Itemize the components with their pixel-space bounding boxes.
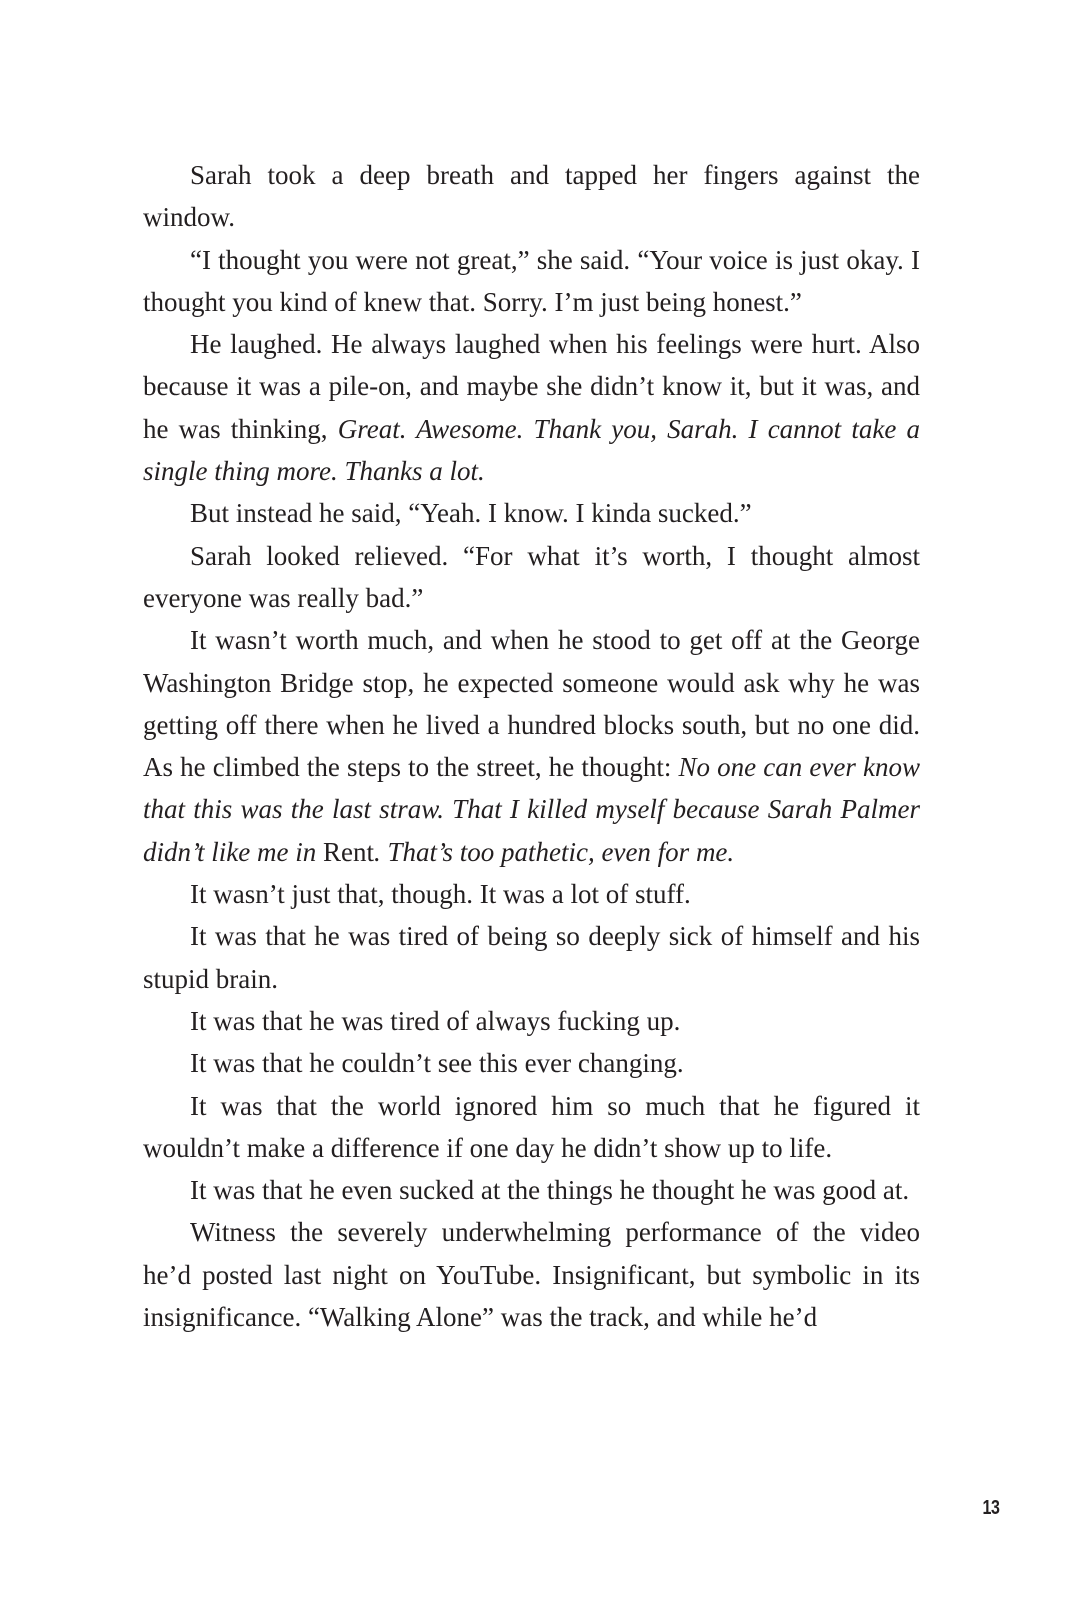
text-run: Rent <box>322 836 374 867</box>
body-text <box>143 154 920 1338</box>
text-run: It was that the world ignored him so much that he figured it wouldn’t make a difference if one day he didn’t show up to life. <box>143 1090 920 1163</box>
italic-text-run: No one can ever know that this was the last straw. That I killed myself because Sarah Palmer didn’t like me in <box>143 752 920 867</box>
paragraph <box>143 323 920 492</box>
paragraph <box>143 873 920 915</box>
text-run: He laughed. He always laughed when his feelings were hurt. Also because it was a pile-on, and maybe she didn’t know it, but it was, and he was thinking, <box>143 329 920 444</box>
text-run: It wasn’t just that, though. It was a lot of stuff. <box>190 879 691 910</box>
paragraph <box>143 619 920 873</box>
paragraph <box>143 1085 920 1170</box>
paragraph <box>143 1042 920 1084</box>
text-run: Sarah looked relieved. “For what it’s worth, I thought almost everyone was really bad.” <box>143 540 920 613</box>
italic-text-run: . That’s too pathetic, even for me. <box>373 836 735 867</box>
text-run: It was that he even sucked at the things he thought he was good at. <box>190 1175 910 1206</box>
text-run: It wasn’t worth much, and when he stood to get off at the George Washington Bridge stop, he expected someone would ask why he was getting off there when he lived a hundred blocks south, but no one did. As he climbed the steps to the street, he thought: <box>143 625 920 783</box>
text-run: But instead he said, “Yeah. I know. I kinda sucked.” <box>190 498 752 529</box>
text-run: Witness the severely underwhelming performance of the video he’d posted last night on YouTube. Insignificant, but symbolic in its insignificance. “Walking Alone” was the track, and while he’d <box>143 1217 920 1333</box>
paragraph <box>143 1169 920 1211</box>
paragraph <box>143 239 920 324</box>
text-run: It was that he couldn’t see this ever changing. <box>190 1048 684 1079</box>
text-run: It was that he was tired of being so deeply sick of himself and his stupid brain. <box>143 921 920 994</box>
paragraph <box>143 154 920 239</box>
paragraph <box>143 535 920 620</box>
paragraph <box>143 1211 920 1338</box>
page-number: 13 <box>982 1497 1000 1519</box>
paragraph <box>143 492 920 534</box>
italic-text-run: Great. Awesome. Thank you, Sarah. I cannot take a single thing more. Thanks a lot. <box>143 413 920 487</box>
text-run: It was that he was tired of always fucking up. <box>190 1005 681 1036</box>
text-run: Sarah took a deep breath and tapped her fingers against the window. <box>143 160 920 233</box>
paragraph <box>143 915 920 1000</box>
text-run: “I thought you were not great,” she said. “Your voice is just okay. I thought you kind of knew that. Sorry. I’m just being honest.” <box>143 244 920 317</box>
paragraph <box>143 1000 920 1042</box>
